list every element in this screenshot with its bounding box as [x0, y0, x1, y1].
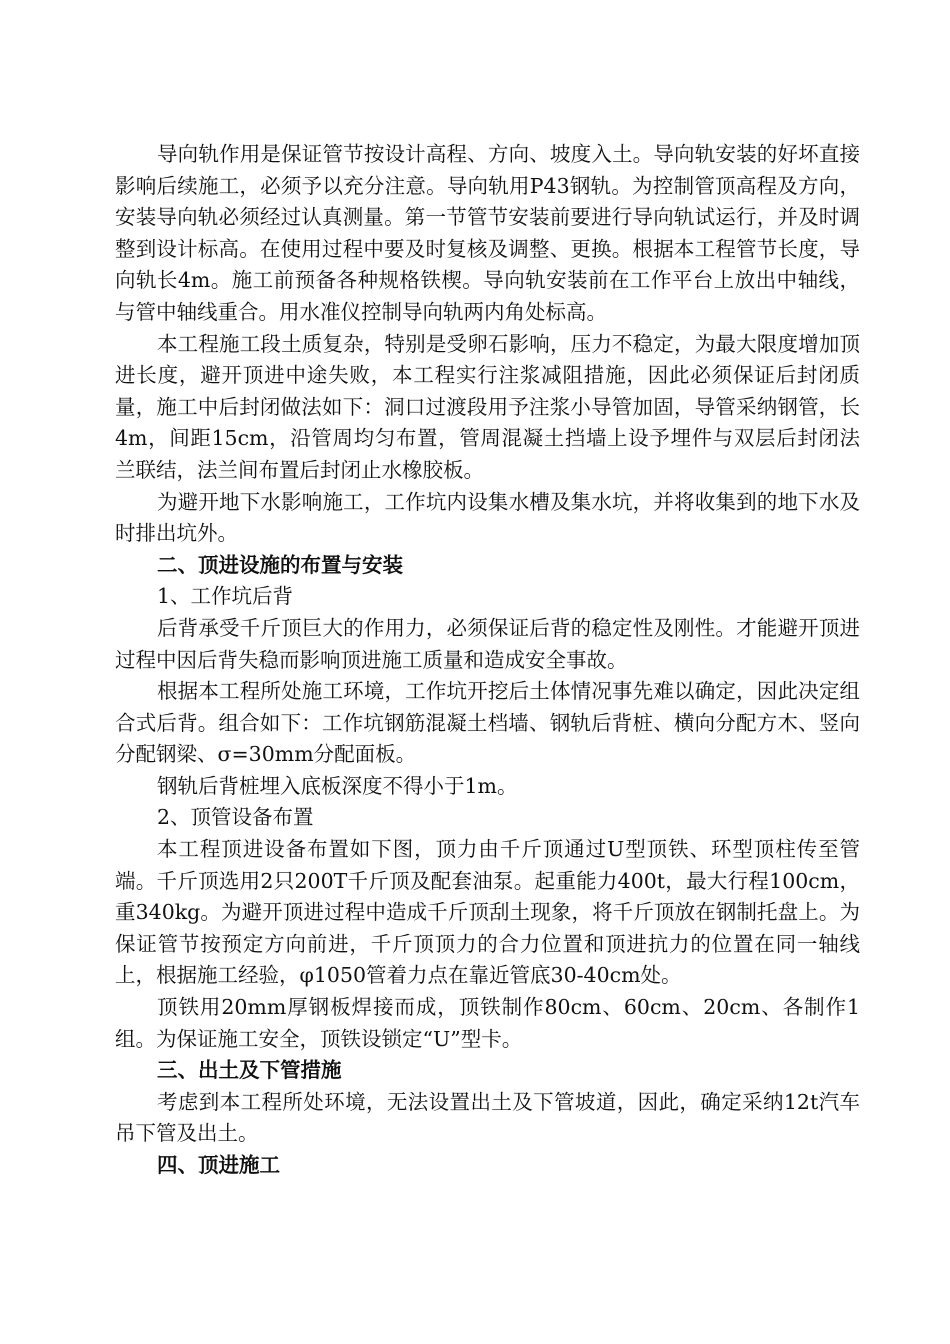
paragraph-rear-seal: 本工程施工段土质复杂，特别是受卵石影响，压力不稳定，为最大限度增加顶进长度，避开顶进中途失败，本工程实行注浆减阻措施，因此必须保证后封闭质量，施工中后封闭做法如下：洞口过渡段用予注浆小导管加固，导管采纳钢管，长4m，间距15cm，沿管周均匀布置，管周混凝土挡墙上设予埋件与双层后封闭法兰联结，法兰间布置后封闭止水橡胶板。: [115, 331, 860, 482]
paragraph-guide-rail: 导向轨作用是保证管节按设计高程、方向、坡度入土。导向轨安装的好坏直接影响后续施工，必须予以充分注意。导向轨用P43钢轨。为控制管顶高程及方向，安装导向轨必须经过认真测量。第一节管节安装前要进行导向轨试运行，并及时调整到设计标高。在使用过程中要及时复核及调整、更换。根据本工程管节长度，导向轨长4m。施工前预备各种规格铁楔。导向轨安装前在工作平台上放出中轴线，与管中轴线重合。用水准仪控制导向轨两内角处标高。: [115, 142, 860, 324]
document-page: [115, 139, 860, 1182]
section-heading-4: 四、顶进施工: [157, 1153, 280, 1177]
paragraph-back-load: 后背承受千斤顶巨大的作用力，必须保证后背的稳定性及刚性。才能避开顶进过程中因后背失稳而影响顶进施工质量和造成安全事故。: [115, 615, 860, 672]
paragraph-crane: 考虑到本工程所处环境，无法设置出土及下管坡道，因此，确定采纳12t汽车吊下管及出土。: [115, 1089, 860, 1146]
paragraph-equipment-layout: 本工程顶进设备布置如下图，顶力由千斤顶通过U型顶铁、环型顶柱传至管端。千斤顶选用2只200T千斤顶及配套油泵。起重能力400t，最大行程100cm，重340kg。为避开顶进过程中造成千斤顶刮土现象，将千斤顶放在钢制托盘上。为保证管节按预定方向前进，千斤顶顶力的合力位置和顶进抗力的位置在同一轴线上，根据施工经验，φ1050管着力点在靠近管底30-40cm处。: [115, 837, 860, 988]
subheading-pit-back: 1、工作坑后背: [157, 584, 294, 609]
paragraph-rail-pile: 钢轨后背桩埋入底板深度不得小于1m。: [157, 773, 518, 798]
section-heading-3: 三、出土及下管措施: [157, 1058, 342, 1083]
section-heading-2: 二、顶进设施的布置与安装: [157, 552, 403, 577]
paragraph-drainage: 为避开地下水影响施工，工作坑内设集水槽及集水坑，并将收集到的地下水及时排出坑外。: [115, 489, 860, 546]
paragraph-jacking-iron: 顶铁用20mm厚钢板焊接而成，顶铁制作80cm、60cm、20cm、各制作1组。为保证施工安全，顶铁设锁定“U”型卡。: [115, 995, 860, 1051]
paragraph-back-composition: 根据本工程所处施工环境，工作坑开挖后土体情况事先难以确定，因此决定组合式后背。组合如下：工作坑钢筋混凝土档墙、钢轨后背桩、横向分配方木、竖向分配钢梁、σ=30mm分配面板。: [115, 679, 860, 767]
subheading-equipment: 2、顶管设备布置: [157, 805, 314, 830]
